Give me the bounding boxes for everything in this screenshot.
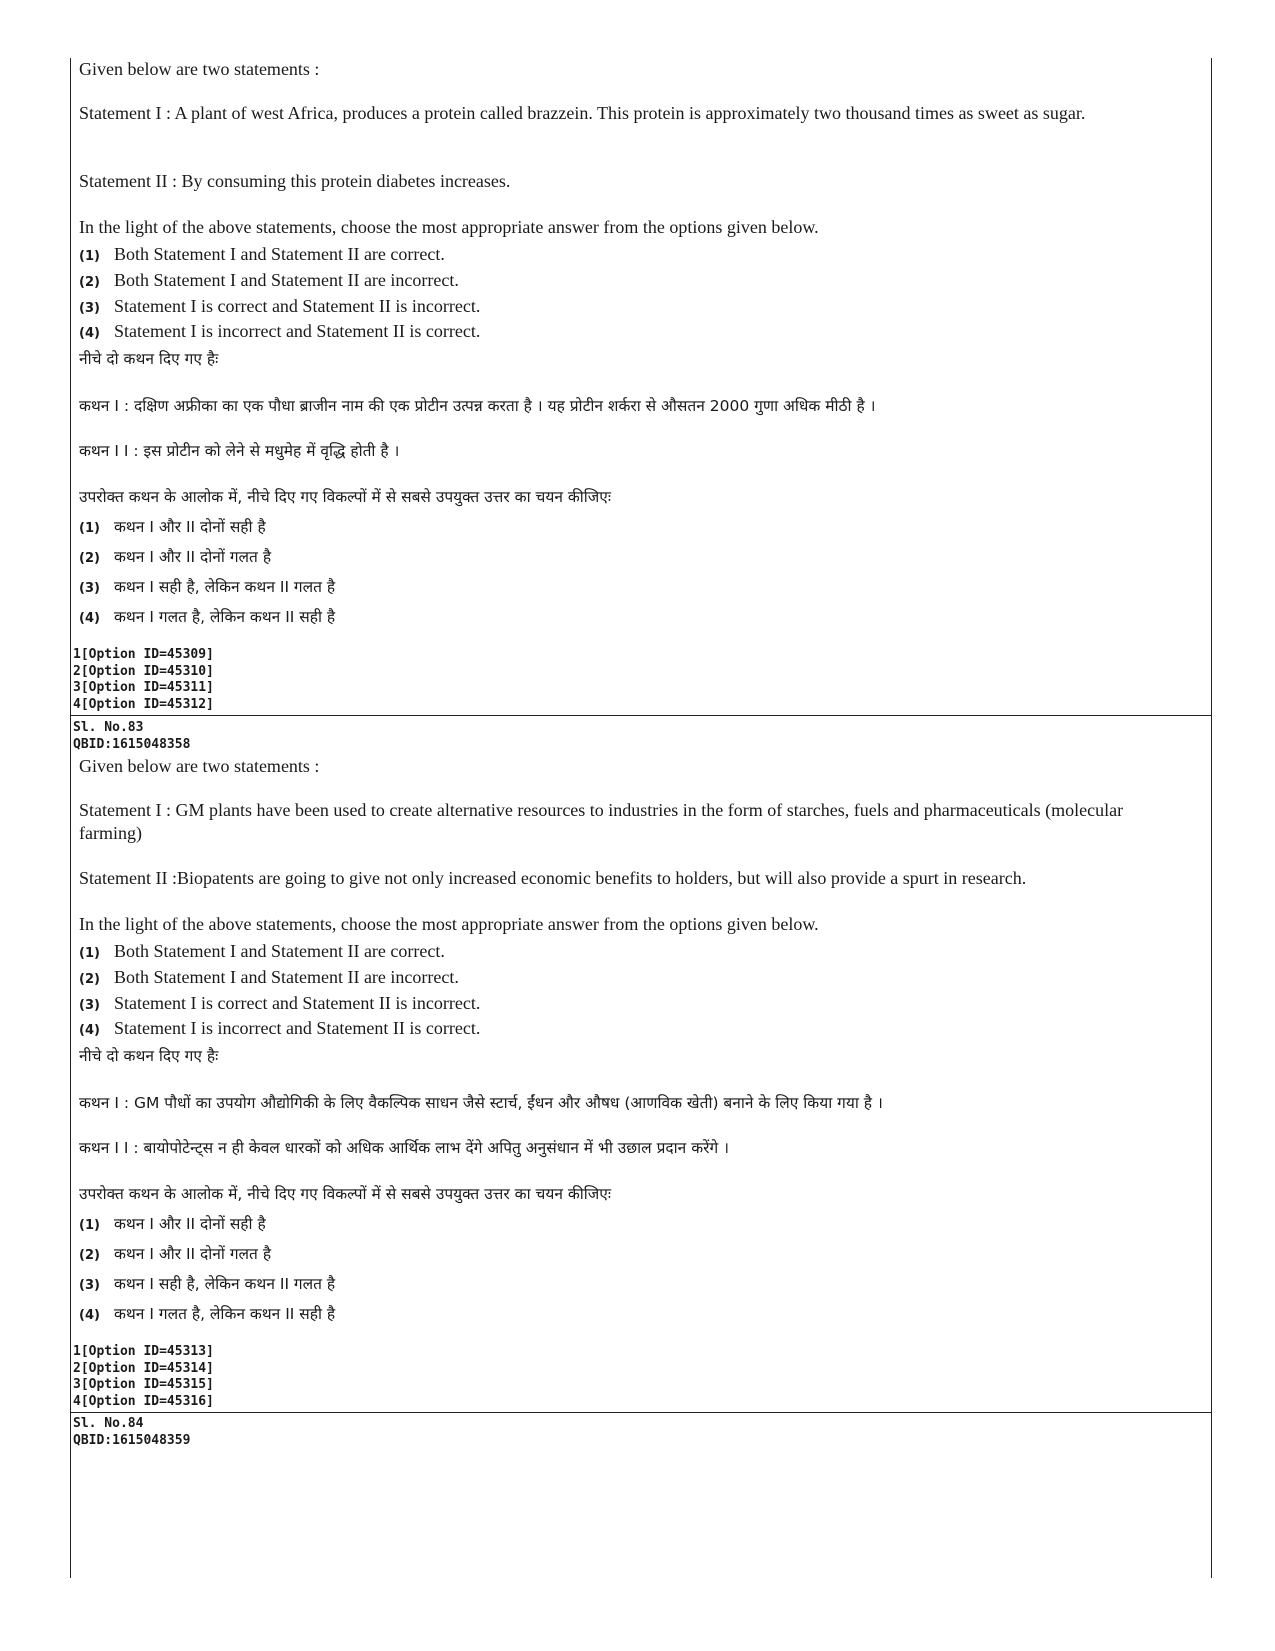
option-en-1	[79, 940, 1171, 965]
intro-hi: नीचे दो कथन दिए गए हैः	[79, 1047, 219, 1065]
option-id: 4[Option ID=45312]	[73, 696, 214, 712]
statement-2-hi: कथन I I : बायोपोटेन्ट्स न ही केवल धारकों को अधिक आर्थिक लाभ देंगे अपितु अनुसंधान में भी उछाल प्रदान करेंगे ।	[79, 1139, 729, 1157]
option-number: (2)	[79, 972, 100, 987]
option-text: कथन I सही है, लेकिन कथन II गलत है	[114, 1275, 336, 1293]
statement-2-en: Statement II :Biopatents are going to give not only increased economic benefits to holders, but will also provide a spurt in research.	[79, 868, 1027, 888]
option-hi-1	[79, 516, 1171, 540]
statement-1-hi: कथन I : GM पौधों का उपयोग औद्योगिकी के लिए वैकल्पिक साधन जैसे स्टार्च, ईंधन और औषध (आणविक खेती) बनाने के लिए किया गया है ।	[79, 1094, 883, 1112]
serial-number: Sl. No.83	[73, 720, 144, 735]
option-number: (1)	[79, 1218, 100, 1233]
qbid: QBID:1615048359	[73, 1432, 191, 1448]
option-text: कथन I गलत है, लेकिन कथन II सही है	[114, 608, 336, 626]
prompt-en: In the light of the above statements, choose the most appropriate answer from the options given below.	[79, 217, 819, 237]
option-en-3	[79, 992, 1171, 1017]
option-hi-4	[79, 606, 1171, 630]
option-text: Statement I is incorrect and Statement II is correct.	[114, 1018, 481, 1038]
option-hi-2	[79, 1243, 1171, 1267]
option-text: Statement I is incorrect and Statement II is correct.	[114, 321, 481, 341]
option-id-list	[73, 647, 214, 713]
prompt-hi: उपरोक्त कथन के आलोक में, नीचे दिए गए विकल्पों में से सबसे उपयुक्त उत्तर का चयन कीजिएः	[79, 488, 612, 506]
divider	[71, 1412, 1211, 1413]
option-id: 1[Option ID=45313]	[73, 1344, 214, 1359]
prompt-en: In the light of the above statements, choose the most appropriate answer from the options given below.	[79, 914, 819, 934]
option-text: Statement I is correct and Statement II is incorrect.	[114, 993, 481, 1013]
intro-en: Given below are two statements :	[79, 59, 320, 79]
option-en-3	[79, 295, 1171, 320]
option-text: Both Statement I and Statement II are incorrect.	[114, 967, 459, 987]
option-hi-3	[79, 576, 1171, 600]
option-hi-3	[79, 1273, 1171, 1297]
option-id: 4[Option ID=45316]	[73, 1393, 214, 1409]
option-en-4	[79, 320, 1171, 345]
option-number: (4)	[79, 326, 100, 341]
option-number: (2)	[79, 275, 100, 290]
option-text: Both Statement I and Statement II are incorrect.	[114, 270, 459, 290]
option-number: (2)	[79, 551, 100, 566]
option-text: कथन I और II दोनों सही है	[114, 1215, 266, 1233]
option-number: (2)	[79, 1248, 100, 1263]
option-text: Statement I is correct and Statement II is incorrect.	[114, 296, 481, 316]
option-number: (1)	[79, 249, 100, 264]
statement-1-hi: कथन I : दक्षिण अफ्रीका का एक पौधा ब्राजीन नाम की एक प्रोटीन उत्पन्न करता है । यह प्रोटीन शर्करा से औसतन 2000 गुणा अधिक मीठी है ।	[79, 397, 876, 415]
divider	[71, 715, 1211, 716]
option-en-2	[79, 269, 1171, 294]
option-text: कथन I सही है, लेकिन कथन II गलत है	[114, 578, 336, 596]
option-number: (3)	[79, 301, 100, 316]
intro-hi: नीचे दो कथन दिए गए हैः	[79, 350, 219, 368]
question-header	[73, 720, 190, 753]
intro-en: Given below are two statements :	[79, 756, 320, 776]
option-id: 2[Option ID=45310]	[73, 663, 214, 679]
option-hi-2	[79, 546, 1171, 570]
option-text: Both Statement I and Statement II are correct.	[114, 941, 445, 961]
option-hi-4	[79, 1303, 1171, 1327]
statement-1-en: Statement I : GM plants have been used to create alternative resources to industries in the form of starches, fuels and pharmaceuticals (molecular farming)	[79, 800, 1124, 843]
option-text: Both Statement I and Statement II are correct.	[114, 244, 445, 264]
option-id: 3[Option ID=45311]	[73, 680, 214, 695]
statement-2-en: Statement II : By consuming this protein diabetes increases.	[79, 171, 511, 191]
option-number: (4)	[79, 611, 100, 626]
option-text: कथन I और II दोनों सही है	[114, 518, 266, 536]
option-number: (1)	[79, 521, 100, 536]
option-id: 3[Option ID=45315]	[73, 1377, 214, 1392]
option-id: 2[Option ID=45314]	[73, 1360, 214, 1376]
option-id-list	[73, 1344, 214, 1410]
option-number: (3)	[79, 581, 100, 596]
option-text: कथन I गलत है, लेकिन कथन II सही है	[114, 1305, 336, 1323]
option-number: (3)	[79, 998, 100, 1013]
option-number: (1)	[79, 946, 100, 961]
option-en-4	[79, 1017, 1171, 1042]
option-hi-1	[79, 1213, 1171, 1237]
prompt-hi: उपरोक्त कथन के आलोक में, नीचे दिए गए विकल्पों में से सबसे उपयुक्त उत्तर का चयन कीजिएः	[79, 1185, 612, 1203]
option-number: (3)	[79, 1278, 100, 1293]
option-en-2	[79, 966, 1171, 991]
question-header	[73, 1416, 190, 1449]
statement-2-hi: कथन I I : इस प्रोटीन को लेने से मधुमेह में वृद्धि होती है ।	[79, 442, 400, 460]
serial-number: Sl. No.84	[73, 1416, 144, 1431]
option-text: कथन I और II दोनों गलत है	[114, 1245, 272, 1263]
qbid: QBID:1615048358	[73, 736, 191, 752]
option-number: (4)	[79, 1023, 100, 1038]
option-id: 1[Option ID=45309]	[73, 647, 214, 662]
statement-1-en: Statement I : A plant of west Africa, produces a protein called brazzein. This protein is approximately two thousand times as sweet as sugar.	[79, 103, 1086, 123]
option-number: (4)	[79, 1308, 100, 1323]
page-frame	[70, 58, 1212, 1578]
option-text: कथन I और II दोनों गलत है	[114, 548, 272, 566]
option-en-1	[79, 243, 1171, 268]
